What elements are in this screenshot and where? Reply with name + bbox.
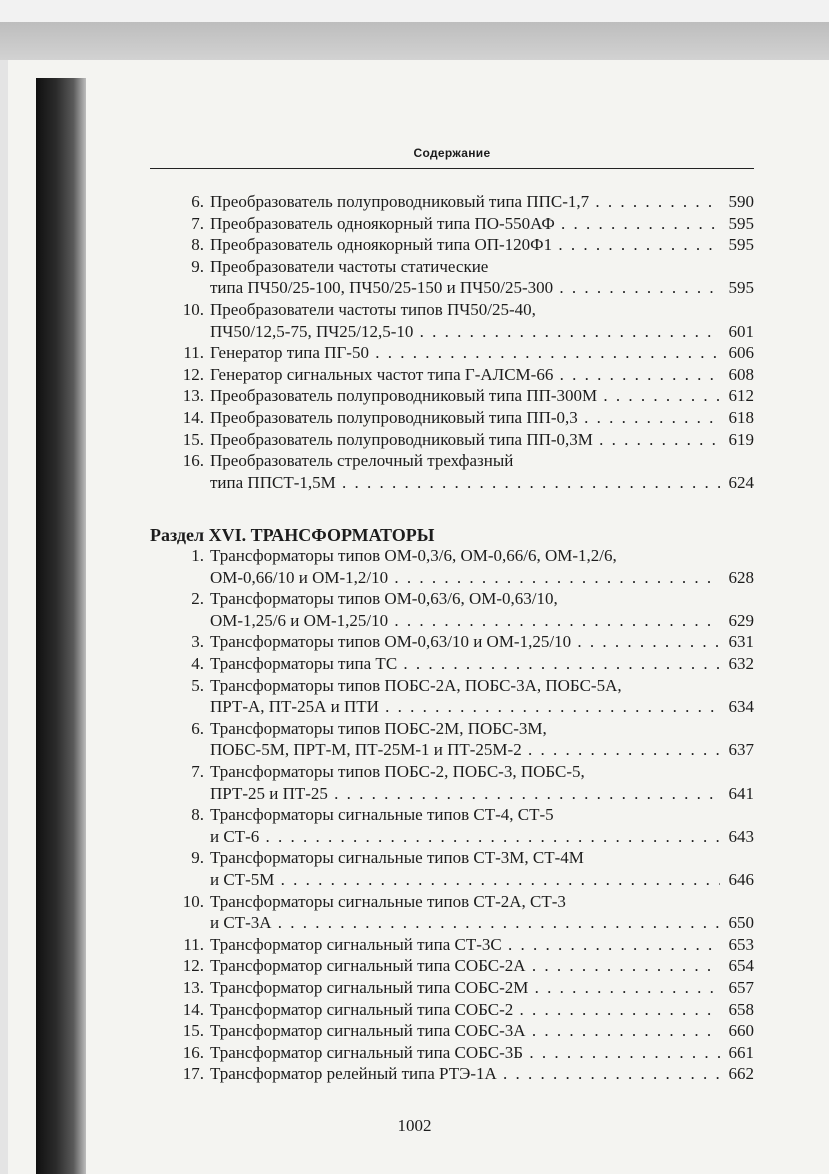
toc-entry-title-line: Преобразователь одноякорный типа ПО-550АФ . . . (210, 214, 720, 234)
toc-entry-title-line: ПРТ-25 и ПТ-25 . . . (210, 784, 720, 804)
section-heading: Раздел XVI. ТРАНСФОРМАТОРЫ (150, 525, 435, 545)
toc-entry-title-line: ПРТ-А, ПТ-25А и ПТИ . . . (210, 697, 720, 717)
page-number: 1002 (397, 1116, 432, 1135)
toc-entry-page: 653 (728, 934, 754, 954)
toc-entry-title-line: Трансформатор сигнальный типа СОБС-2М . . . (210, 978, 720, 998)
toc-entry-number: 7. (191, 762, 204, 781)
toc-entry-title-line: Трансформаторы типов ПОБС-2, ПОБС-3, ПОБС-5, (210, 762, 585, 781)
toc-entry-number: 16. (182, 451, 204, 471)
toc-entry-number: 8. (191, 235, 204, 255)
toc-entry-number: 11. (183, 934, 204, 954)
toc-entry-title-line: Преобразователь одноякорный типа ОП-120Ф1 . . . (210, 235, 720, 255)
toc-entry-number: 13. (182, 978, 204, 997)
toc-entry-page: 619 (728, 429, 754, 449)
toc-entry-page: 595 (728, 235, 754, 255)
toc-entry-page: 629 (728, 610, 754, 630)
toc-entry-number: 5. (191, 675, 204, 695)
toc-entry-page: 631 (728, 632, 754, 652)
toc-entry-page: 612 (728, 386, 754, 406)
toc-entry-number: 9. (191, 256, 204, 276)
toc-entry-number: 8. (191, 805, 204, 825)
toc-entry-title-line: Трансформаторы сигнальные типов СТ-3М, СТ-4М (210, 848, 584, 868)
toc-entry-page: 595 (728, 278, 754, 298)
toc-entry-page: 634 (728, 697, 754, 717)
toc-entry-title-line: Трансформаторы типов ОМ-0,63/6, ОМ-0,63/10, (210, 589, 558, 609)
toc-entry-title-line: Трансформаторы типа ТС . . . (210, 654, 720, 674)
toc-entry-number: 16. (182, 1042, 204, 1062)
toc-entry-title-line: Преобразователь полупроводниковый типа ППС-1,7 . . . (210, 192, 720, 212)
toc-entry-title-line: Трансформатор сигнальный типа СОБС-3Б . . . (210, 1043, 720, 1063)
toc-entry-page: 657 (728, 978, 754, 997)
toc-entry-number: 1. (191, 546, 204, 565)
toc-entry-number: 2. (191, 589, 204, 609)
toc-entry-number: 13. (182, 386, 204, 406)
toc-entry-number: 6. (191, 718, 204, 738)
toc-entry-title-line: Трансформаторы типов ПОБС-2А, ПОБС-3А, ПОБС-5А, (210, 675, 622, 695)
toc-entry-page: 624 (728, 472, 754, 492)
toc-entry-page: 643 (728, 826, 754, 846)
toc-entry-number: 10. (182, 300, 204, 319)
toc-entry-page: 654 (728, 956, 754, 976)
toc-entry-title-line: Преобразователь полупроводниковый типа ПП-300М . . . (210, 386, 720, 406)
toc-entry-page: 646 (728, 870, 754, 889)
toc-entry-title-line: Преобразователи частоты статические (210, 256, 489, 276)
toc-entry-page: 628 (728, 567, 754, 587)
toc-entry-title-line: Трансформатор сигнальный типа СОБС-2 . . . (210, 1000, 720, 1020)
toc-entry-title-line: Трансформаторы типов ОМ-0,63/10 и ОМ-1,25/10 . . . (210, 632, 720, 652)
toc-entry-title-line: ПЧ50/12,5-75, ПЧ25/12,5-10 . . . (210, 322, 720, 342)
toc-entry-number: 17. (182, 1064, 204, 1084)
running-header: Содержание (413, 146, 491, 160)
toc-entry-page: 590 (728, 192, 754, 211)
toc-entry-title-line: и СТ-6 . . . (210, 827, 720, 847)
toc-entry-number: 11. (183, 343, 204, 363)
toc-entry-page: 660 (728, 1021, 754, 1041)
toc-entry-number: 15. (182, 1021, 204, 1041)
toc-entry-page: 641 (728, 783, 754, 803)
toc-entry-title-line: и СТ-3А . . . (210, 913, 720, 933)
toc-entry-title-line: Генератор типа ПГ-50 . . . (210, 343, 720, 363)
toc-entry-page: 637 (728, 740, 754, 760)
toc-entry-title-line: Трансформатор сигнальный типа СТ-3С . . . (210, 935, 720, 955)
toc-entry-page: 595 (728, 213, 754, 233)
toc-entry-number: 14. (182, 408, 204, 427)
toc-entry-number: 6. (191, 192, 204, 211)
toc-entry-number: 15. (182, 429, 204, 449)
toc-entry-title-line: Генератор сигнальных частот типа Г-АЛСМ-66 . . . (210, 365, 720, 385)
toc-entry-number: 7. (191, 213, 204, 233)
toc-entry-title-line: типа ПЧ50/25-100, ПЧ50/25-150 и ПЧ50/25-300 . . . (210, 278, 720, 298)
toc-entry-title-line: Трансформатор сигнальный типа СОБС-2А . . . (210, 956, 720, 976)
toc-entry-number: 10. (182, 891, 204, 911)
toc-entry-number: 14. (182, 999, 204, 1019)
toc-entry-page: 662 (728, 1064, 754, 1084)
toc-entry-title-line: Преобразователи частоты типов ПЧ50/25-40, (210, 300, 536, 319)
toc-entry-title-line: ОМ-1,25/6 и ОМ-1,25/10 . . . (210, 611, 720, 631)
toc-entry-page: 658 (728, 999, 754, 1019)
toc-entry-page: 608 (728, 364, 754, 384)
toc-entry-title-line: типа ППСТ-1,5М . . . (210, 473, 720, 493)
toc-entry-title-line: ОМ-0,66/10 и ОМ-1,2/10 . . . (210, 568, 720, 588)
toc-entry-number: 4. (191, 654, 204, 673)
toc-entry-title-line: ПОБС-5М, ПРТ-М, ПТ-25М-1 и ПТ-25М-2 . . . (210, 740, 720, 760)
toc-entry-title-line: Преобразователь стрелочный трехфазный (210, 451, 514, 471)
toc-entry-number: 12. (182, 956, 204, 976)
toc-entry-title-line: Трансформаторы сигнальные типов СТ-2А, СТ-3 (210, 891, 566, 911)
toc-entry-title-line: и СТ-5М . . . (210, 870, 720, 890)
toc-entry-title-line: Преобразователь полупроводниковый типа ПП-0,3 . . . (210, 408, 720, 428)
toc-entry-title-line: Трансформатор релейный типа РТЭ-1А . . . (210, 1064, 720, 1084)
toc-entry-page: 632 (728, 654, 754, 673)
toc-entry-title-line: Трансформатор сигнальный типа СОБС-3А . . . (210, 1021, 720, 1041)
toc-entry-page: 618 (728, 408, 754, 427)
toc-entry-page: 606 (728, 343, 754, 363)
toc-entry-page: 650 (728, 913, 754, 933)
toc-entry-number: 9. (191, 848, 204, 868)
toc-entry-page: 661 (728, 1042, 754, 1062)
toc-entry-number: 3. (191, 632, 204, 652)
toc-entry-number: 12. (182, 364, 204, 384)
toc-entry-title-line: Трансформаторы сигнальные типов СТ-4, СТ-5 (210, 805, 554, 825)
toc-entry-title-line: Трансформаторы типов ПОБС-2М, ПОБС-3М, (210, 718, 547, 738)
toc-entry-page: 601 (728, 321, 754, 341)
toc-entry-title-line: Трансформаторы типов ОМ-0,3/6, ОМ-0,66/6, ОМ-1,2/6, (210, 546, 617, 565)
toc-entry-title-line: Преобразователь полупроводниковый типа ПП-0,3М . . . (210, 430, 720, 450)
